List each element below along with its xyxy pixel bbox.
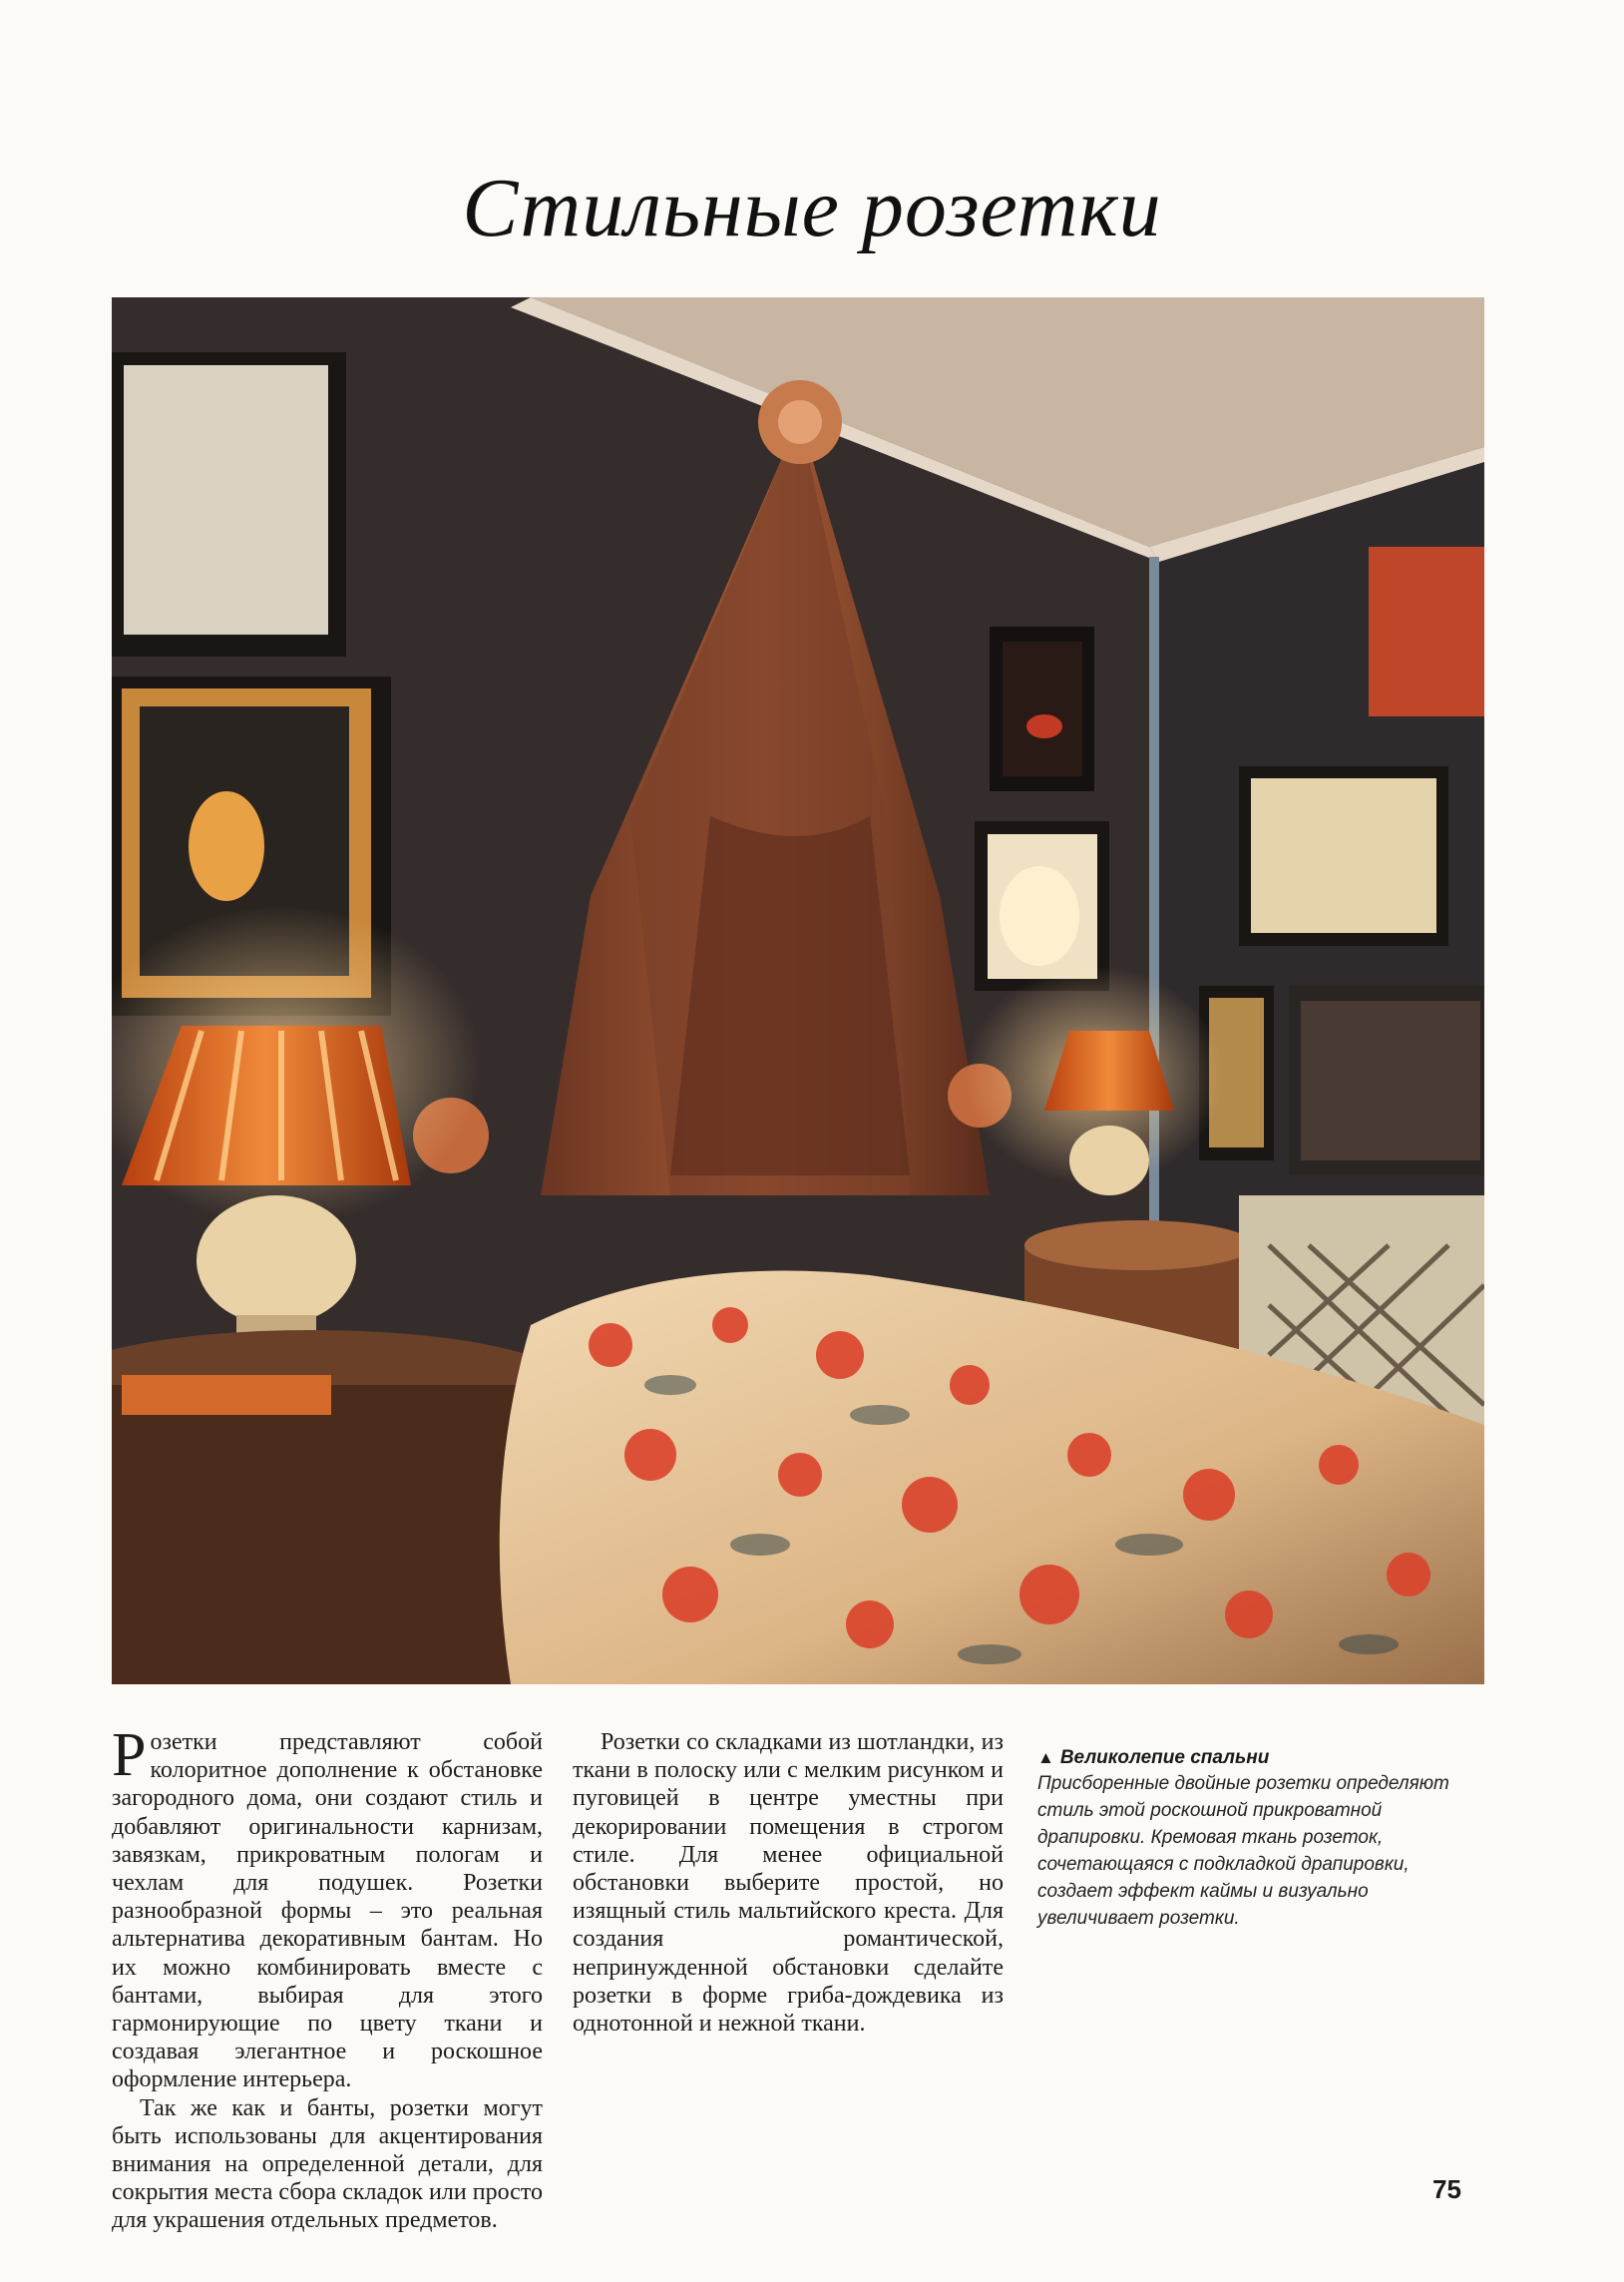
page-title: Стильные розетки bbox=[462, 162, 1162, 254]
body-column-2 bbox=[573, 1728, 1004, 2038]
bedroom-illustration bbox=[112, 297, 1484, 1684]
body-column-1 bbox=[112, 1721, 543, 2235]
caption-title: Великолепие спальни bbox=[1059, 1747, 1270, 1768]
paragraph-2-text: Так же как и банты, розетки могут быть использованы для акцентирования внимания на определенной детали, для сокрытия места сбора складок или просто для украшения отдельных предметов. bbox=[112, 2094, 543, 2234]
triangle-up-icon: ▲ bbox=[1037, 1748, 1054, 1767]
paragraph-2-start bbox=[112, 2094, 543, 2235]
paragraph-3 bbox=[573, 1728, 1004, 2038]
page-number: 75 bbox=[1432, 2174, 1461, 2204]
bedroom-photo bbox=[112, 297, 1484, 1684]
paragraph-1-text: озетки представляют собой колоритное дополнение к обстановке загородного дома, они создают стиль и добавляют оригинальности карнизам, завязкам, прикроватным пологам и чехлам для подушек. Розетки разнообразной формы – это реальная альтернатива декоративным бантам. Но их можно комбинировать вместе с бантами, выбирая для этого гармонирующие по цвету ткани и создавая элегантное и роскошное оформление интерьера. bbox=[112, 1729, 543, 2093]
photo-caption bbox=[1037, 1746, 1456, 1932]
caption-text: Присборенные двойные розетки определяют стиль этой роскошной прикроватной драпировки. Кремовая ткань розеток, сочетающаяся с подкладкой драпировки, создает эффект каймы и визуально увеличивает розетки. bbox=[1037, 1773, 1449, 1929]
paragraph-3-text: Розетки со складками из шотландки, из ткани в полоску или с мелким рисунком и пуговицей в центре уместны при декорировании помещения в строгом стиле. Для менее официальной обстановки выберите простой, но изящный стиль мальтийского креста. Для создания романтической, непринужденной обстановки сделайте розетки в форме гриба-дождевика из однотонной и нежной ткани. bbox=[573, 1729, 1004, 2038]
caption-title-line bbox=[1037, 1746, 1456, 1770]
paragraph-1 bbox=[112, 1721, 543, 2094]
drop-cap: Р bbox=[112, 1721, 147, 1789]
